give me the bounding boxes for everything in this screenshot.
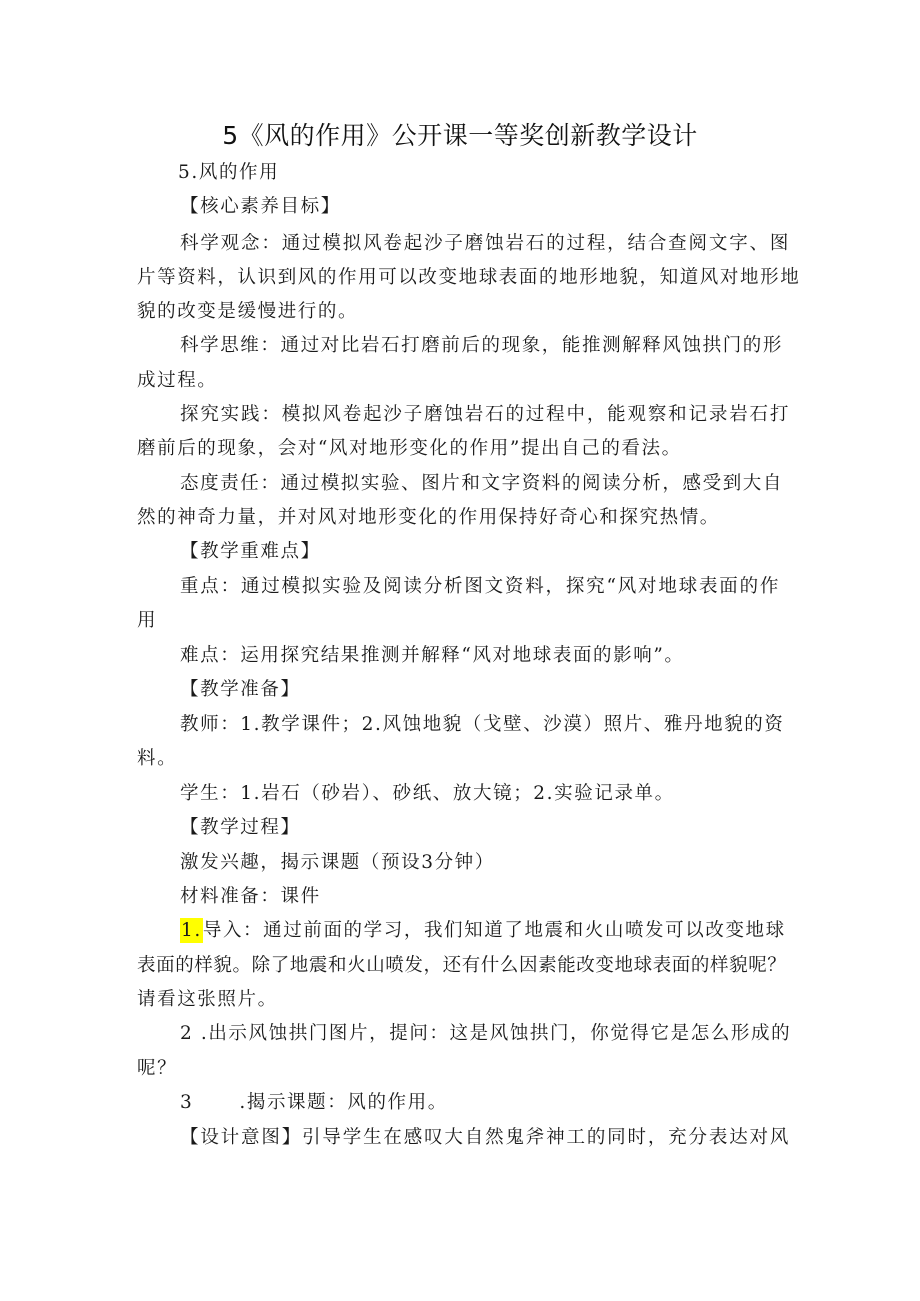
prep-line-1: 教师：1.教学课件；2.风蚀地貌（戈壁、沙漠）照片、雅丹地貌的资 xyxy=(180,714,785,735)
process-line-2: 材料准备：课件 xyxy=(180,886,321,907)
process-line-4: 表面的样貌。除了地震和火山喷发，还有什么因素能改变地球表面的样貌呢？ xyxy=(137,955,787,976)
core-line-6: 探究实践：模拟风卷起沙子磨蚀岩石的过程中，能观察和记录岩石打 xyxy=(180,404,790,425)
core-line-7: 磨前后的现象，会对“风对地形变化的作用”提出自己的看法。 xyxy=(137,438,682,459)
prep-line-2: 料。 xyxy=(137,748,178,769)
core-line-1: 科学观念：通过模拟风卷起沙子磨蚀岩石的过程，结合查阅文字、图 xyxy=(180,233,790,254)
process-heading: 【教学过程】 xyxy=(180,817,301,838)
step-number: 3 xyxy=(180,1092,194,1113)
process-line-6: 2 .出示风蚀拱门图片，提问：这是风蚀拱门，你觉得它是怎么形成的 xyxy=(180,1023,792,1044)
section-subtitle: 5.风的作用 xyxy=(178,162,280,183)
document-title: 5《风的作用》公开课一等奖创新教学设计 xyxy=(222,121,698,150)
core-line-2: 片等资料，认识到风的作用可以改变地球表面的地形地貌，知道风对地形地 xyxy=(137,267,801,288)
key-heading: 【教学重难点】 xyxy=(180,541,321,562)
key-line-2: 用 xyxy=(137,610,158,631)
highlighted-number: 1. xyxy=(181,920,202,941)
process-line-8 xyxy=(180,1090,448,1116)
core-line-8: 态度责任：通过模拟实验、图片和文字资料的阅读分析，感受到大自 xyxy=(180,473,784,494)
process-line-3 xyxy=(180,918,790,944)
process-line-5: 请看这张照片。 xyxy=(137,989,278,1010)
key-line-1: 重点：通过模拟实验及阅读分析图文资料，探究“风对地球表面的作 xyxy=(180,576,780,597)
prep-line-3: 学生：1.岩石（砂岩）、砂纸、放大镜；2.实验记录单。 xyxy=(180,783,675,804)
core-line-9: 然的神奇力量，并对风对地形变化的作用保持好奇心和探究热情。 xyxy=(137,507,720,528)
process-line-3-text: 导入：通过前面的学习，我们知道了地震和火山喷发可以改变地球 xyxy=(202,920,786,941)
process-line-1: 激发兴趣，揭示课题（预设3分钟） xyxy=(180,852,495,873)
core-line-3: 貌的改变是缓慢进行的。 xyxy=(137,301,359,322)
process-line-8-text: .揭示课题：风的作用。 xyxy=(239,1092,448,1113)
process-line-9: 【设计意图】引导学生在感叹大自然鬼斧神工的同时，充分表达对风 xyxy=(180,1127,790,1148)
process-line-7: 呢？ xyxy=(137,1058,178,1079)
prep-heading: 【教学准备】 xyxy=(180,679,301,700)
key-line-3: 难点：运用探究结果推测并解释“风对地球表面的影响”。 xyxy=(180,645,685,666)
core-heading: 【核心素养目标】 xyxy=(180,196,341,217)
core-line-5: 成过程。 xyxy=(137,370,218,391)
core-line-4: 科学思维：通过对比岩石打磨前后的现象，能推测解释风蚀拱门的形 xyxy=(180,335,784,356)
